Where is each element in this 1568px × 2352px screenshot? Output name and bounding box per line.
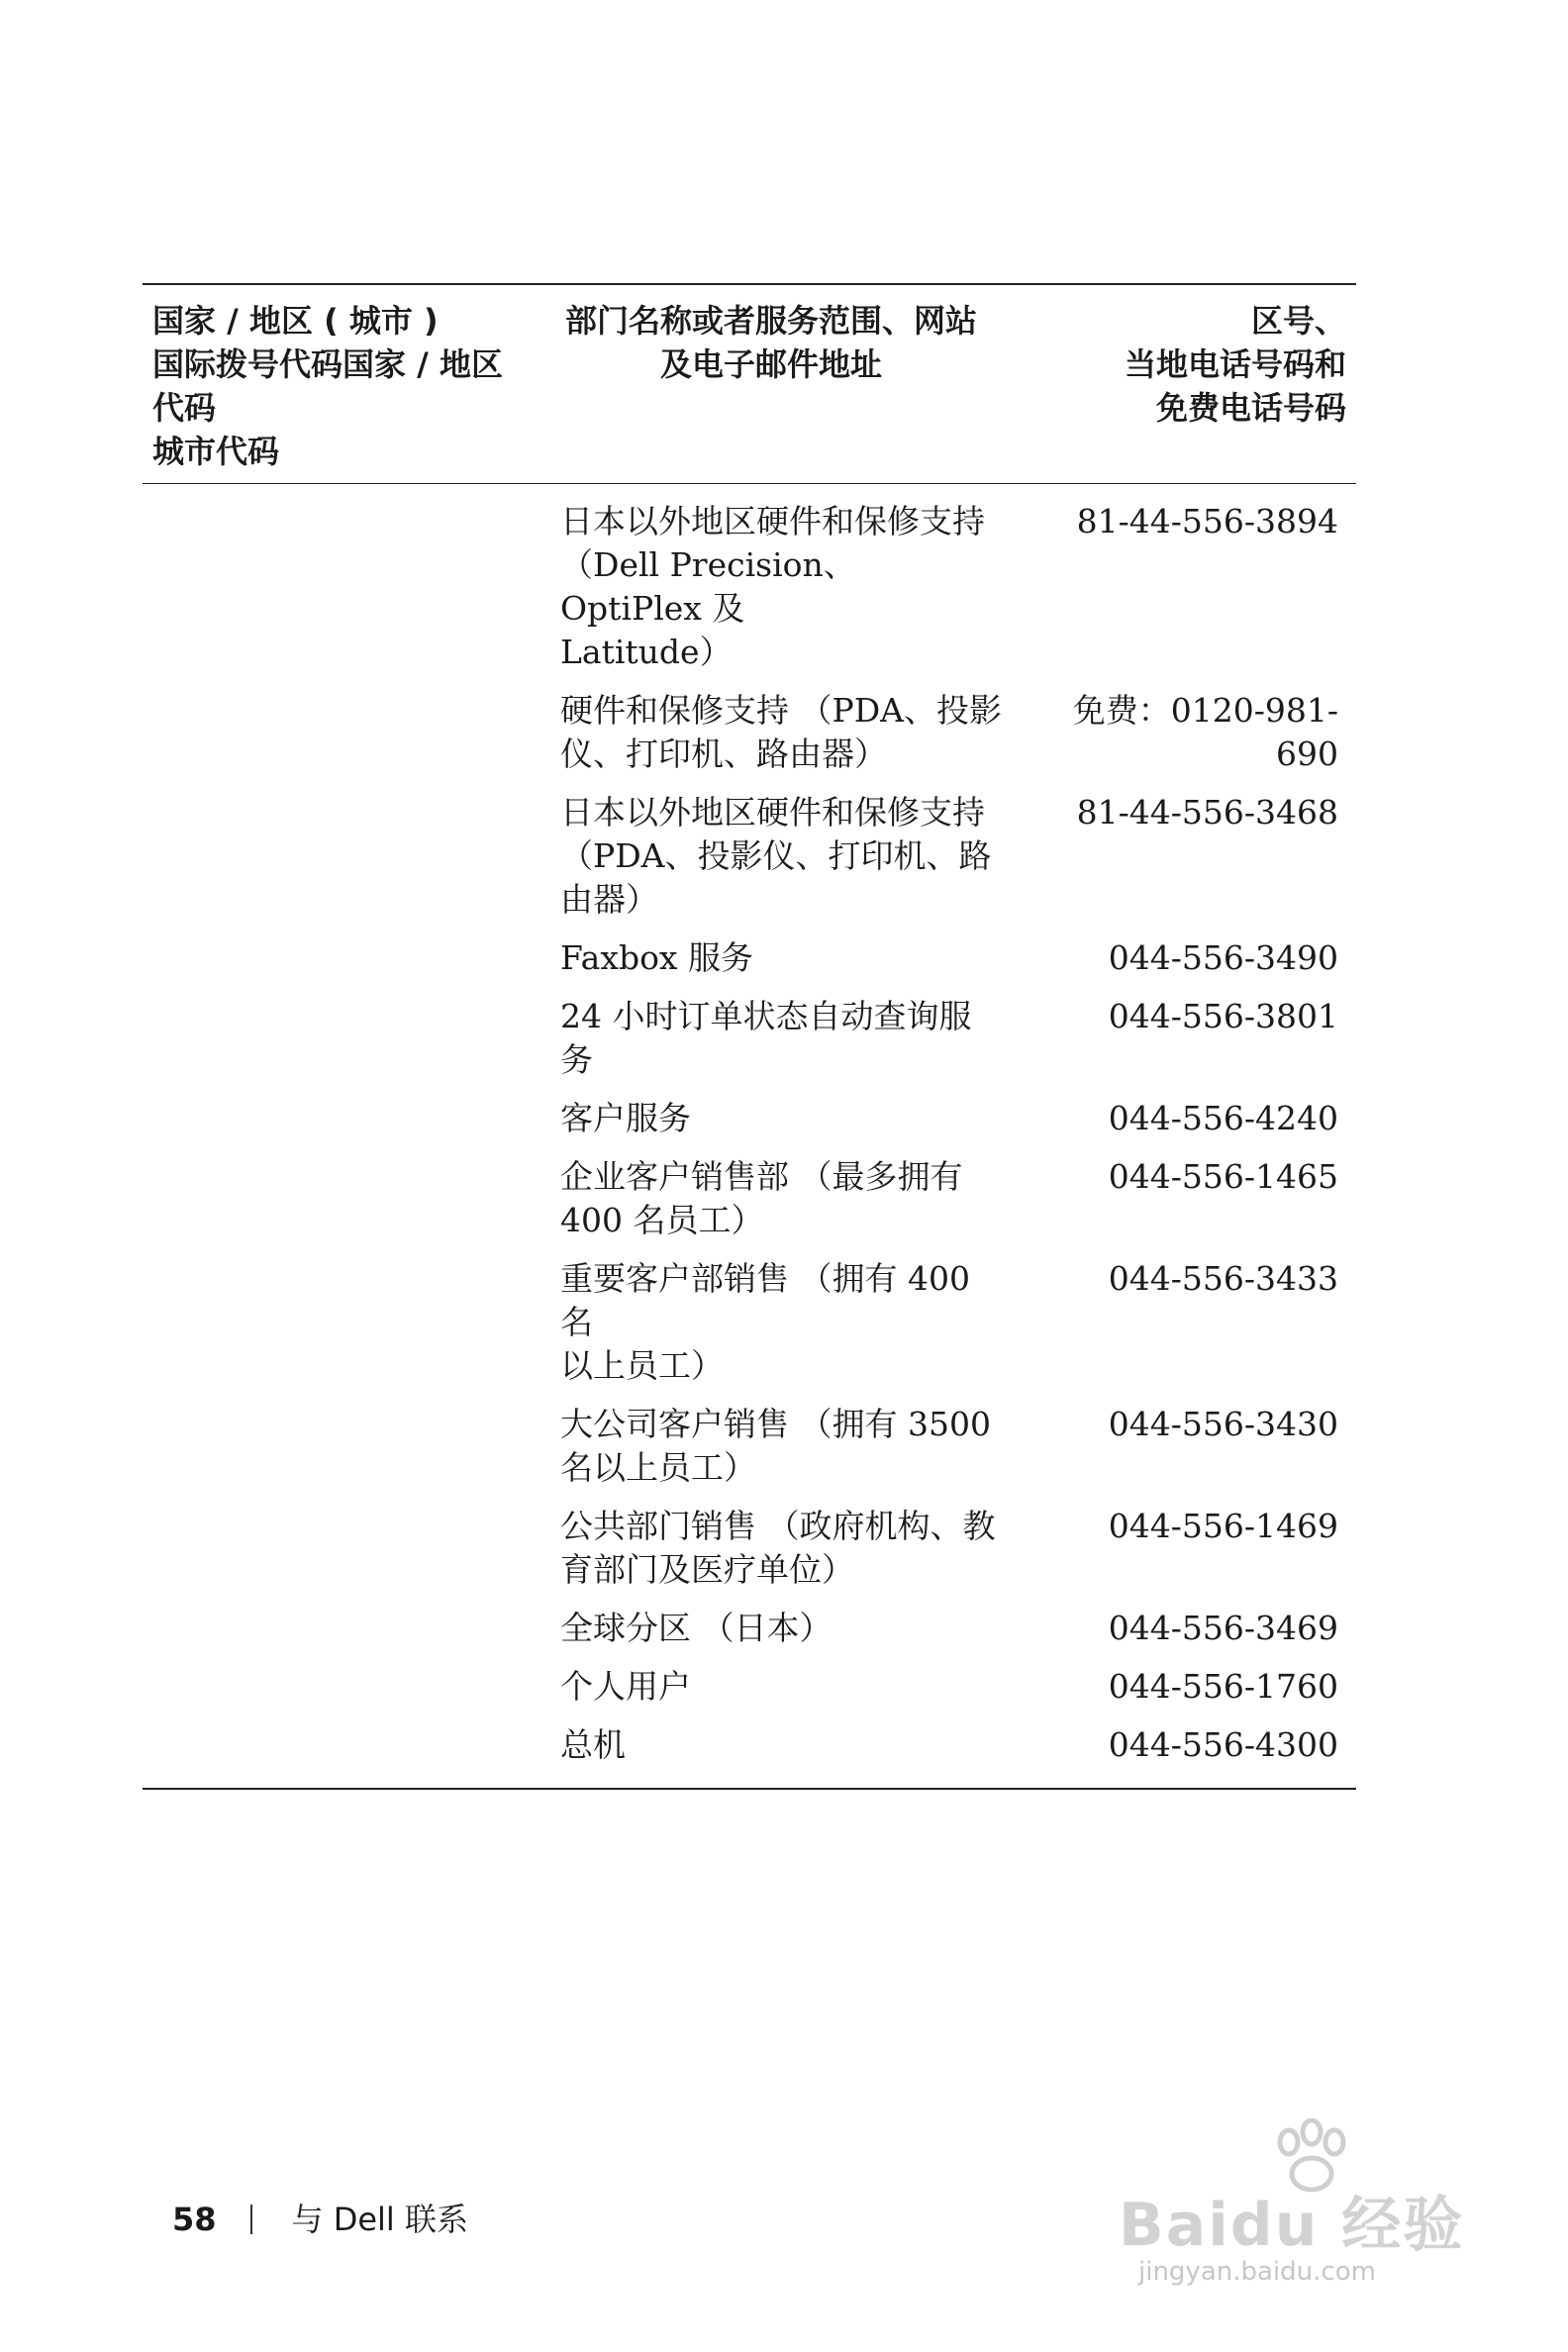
service-text: 企业客户销售部 （最多拥有 (560, 1157, 963, 1196)
phone-number: 044-556-3433 (1108, 1259, 1338, 1298)
table-row (143, 1149, 1356, 1251)
header-line: 当地电话号码和 (1124, 345, 1346, 383)
service-text: 以上员工） (560, 1346, 724, 1385)
service-text: 日本以外地区硬件和保修支持 (560, 502, 985, 540)
service-cell (548, 1403, 1024, 1490)
service-text: 总机 (560, 1725, 626, 1764)
phone-number: 044-556-1469 (1108, 1507, 1338, 1545)
country-cell (143, 1155, 548, 1242)
service-text: 全球分区 （日本） (560, 1609, 833, 1647)
phone-cell (1024, 1403, 1356, 1490)
service-cell (548, 500, 1024, 674)
table-row (143, 1397, 1356, 1499)
phone-number: 免费：0120-981- (1072, 691, 1338, 730)
table-row (143, 1659, 1356, 1717)
header-country-column (143, 299, 548, 473)
service-cell (548, 995, 1024, 1082)
phone-number: 81-44-556-3468 (1076, 793, 1338, 832)
country-cell (143, 1097, 548, 1140)
service-text: （Dell Precision、 OptiPlex 及 (560, 545, 856, 628)
service-text: 公共部门销售 （政府机构、教 (560, 1507, 996, 1545)
service-text: 客户服务 (560, 1099, 691, 1137)
table-row (143, 1251, 1356, 1397)
phone-number: 81-44-556-3894 (1076, 502, 1338, 540)
service-cell (548, 1097, 1024, 1140)
service-cell (548, 1257, 1024, 1388)
header-line: 区号、 (1250, 302, 1346, 340)
service-text: 仪、打印机、路由器） (560, 735, 887, 773)
service-text: Faxbox 服务 (560, 938, 754, 977)
service-cell (548, 1665, 1024, 1709)
phone-number: 044-556-3430 (1108, 1405, 1338, 1443)
table-row (143, 785, 1356, 931)
service-text: 日本以外地区硬件和保修支持 (560, 793, 985, 832)
service-text: 名以上员工） (560, 1448, 756, 1487)
phone-number: 044-556-4300 (1108, 1725, 1338, 1764)
service-text: 育部门及医疗单位） (560, 1550, 854, 1589)
phone-number: 044-556-3801 (1108, 997, 1338, 1035)
country-cell (143, 1403, 548, 1490)
service-text: 硬件和保修支持 （PDA、投影 (560, 691, 1002, 730)
service-text: 大公司客户销售 （拥有 3500 (560, 1405, 991, 1443)
table-row (143, 683, 1356, 785)
phone-cell (1024, 1155, 1356, 1242)
phone-number: 044-556-1760 (1108, 1667, 1338, 1706)
phone-cell (1024, 1607, 1356, 1650)
header-line: 部门名称或者服务范围、网站 (564, 302, 977, 340)
country-cell (143, 689, 548, 776)
table-row (143, 1717, 1356, 1776)
header-phone-column (1024, 299, 1356, 473)
country-cell (143, 500, 548, 674)
header-line: 代码 (152, 389, 217, 427)
phone-number: 690 (1276, 735, 1338, 773)
table-row (143, 494, 1356, 683)
country-cell (143, 1505, 548, 1592)
service-text: 个人用户 (560, 1667, 691, 1706)
phone-cell (1024, 1505, 1356, 1592)
country-cell (143, 995, 548, 1082)
country-cell (143, 936, 548, 980)
phone-cell (1024, 1665, 1356, 1709)
contact-table (143, 283, 1356, 1790)
page-number: 58 (172, 2201, 217, 2238)
country-cell (143, 1723, 548, 1767)
watermark-logo: Baidu 经验 (1119, 2191, 1465, 2260)
service-text: 重要客户部销售 （拥有 400 名 (560, 1259, 970, 1341)
service-text: 由器） (560, 880, 658, 919)
header-line: 免费电话号码 (1155, 389, 1346, 427)
service-cell (548, 791, 1024, 922)
header-line: 城市代码 (152, 433, 280, 470)
phone-cell (1024, 791, 1356, 922)
header-service-column (548, 299, 1024, 473)
service-text: Latitude） (560, 633, 733, 671)
service-cell (548, 1505, 1024, 1592)
table-body (143, 484, 1356, 1788)
phone-cell (1024, 1257, 1356, 1388)
footer-title: 与 Dell 联系 (291, 2201, 468, 2238)
service-text: 24 小时订单状态自动查询服务 (560, 997, 972, 1079)
phone-cell (1024, 936, 1356, 980)
service-cell (548, 1723, 1024, 1767)
header-line: 国际拨号代码国家 / 地区 (152, 345, 503, 383)
page-footer (172, 2200, 468, 2239)
country-cell (143, 1607, 548, 1650)
phone-cell (1024, 500, 1356, 674)
phone-number: 044-556-3469 (1108, 1609, 1338, 1647)
table-row (143, 931, 1356, 989)
phone-cell (1024, 1097, 1356, 1140)
service-cell (548, 1155, 1024, 1242)
table-header (143, 285, 1356, 484)
phone-number: 044-556-3490 (1108, 938, 1338, 977)
country-cell (143, 1665, 548, 1709)
service-cell (548, 689, 1024, 776)
phone-number: 044-556-4240 (1108, 1099, 1338, 1137)
header-line: 及电子邮件地址 (659, 345, 882, 383)
service-cell (548, 936, 1024, 980)
phone-cell (1024, 995, 1356, 1082)
phone-cell (1024, 689, 1356, 776)
table-row (143, 1091, 1356, 1149)
table-row (143, 1499, 1356, 1601)
service-cell (548, 1607, 1024, 1650)
phone-number: 044-556-1465 (1108, 1157, 1338, 1196)
service-text: （PDA、投影仪、打印机、路 (560, 836, 992, 875)
watermark-url: jingyan.baidu.com (1138, 2257, 1376, 2287)
header-line: 国家 / 地区 ( 城市 ) (152, 302, 439, 340)
phone-cell (1024, 1723, 1356, 1767)
table-row (143, 989, 1356, 1091)
baidu-watermark (1119, 2118, 1495, 2287)
footer-divider (250, 2205, 252, 2234)
country-cell (143, 791, 548, 922)
service-text: 400 名员工） (560, 1201, 764, 1239)
table-row (143, 1601, 1356, 1659)
country-cell (143, 1257, 548, 1388)
